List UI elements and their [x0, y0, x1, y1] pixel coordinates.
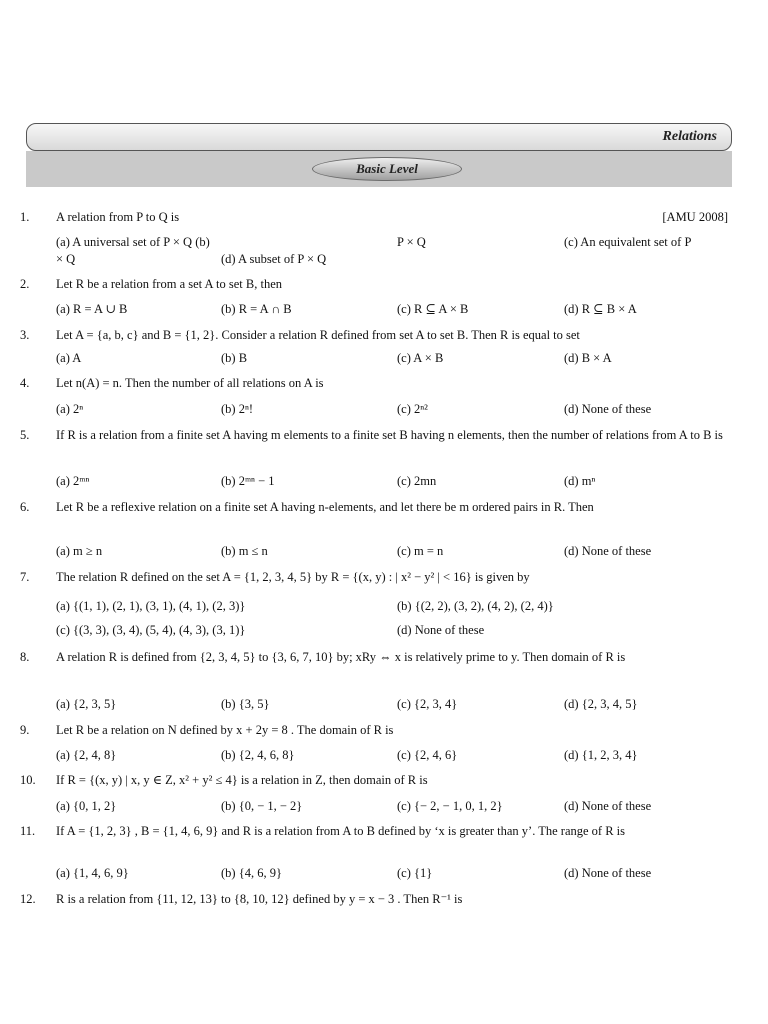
question-number: 8. [20, 650, 30, 664]
option-d: (d) None of these [397, 623, 485, 637]
question-number: 10. [20, 773, 36, 787]
question-number: 12. [20, 892, 36, 906]
option-a: (a) {2, 3, 5} [56, 697, 117, 711]
option-c: (c) 2mn [397, 474, 437, 488]
level-badge: Basic Level [312, 157, 462, 181]
question-number: 11. [20, 824, 36, 838]
exam-tag: [AMU 2008] [662, 210, 728, 224]
question-number: 5. [20, 428, 30, 442]
option-b: (b) B [221, 351, 248, 365]
chapter-title: Relations [662, 129, 717, 144]
option-b-value: P × Q [397, 235, 426, 249]
option-b: (b) 2ᵐⁿ − 1 [221, 474, 275, 488]
option-d: (d) B × A [564, 351, 612, 365]
option-d: (d) None of these [564, 799, 652, 813]
option-d: (d) None of these [564, 402, 652, 416]
option-a: (a) m ≥ n [56, 544, 103, 558]
option-a: (a) {(1, 1), (2, 1), (3, 1), (4, 1), (2, 3)} [56, 599, 246, 613]
option-b: (b) {2, 4, 6, 8} [221, 748, 295, 762]
question-text: R is a relation from {11, 12, 13} to {8, 10, 12} defined by y = x − 3 . Then R⁻¹ is [56, 892, 463, 906]
question-number: 1. [20, 210, 30, 224]
question-text: If A = {1, 2, 3} , B = {1, 4, 6, 9} and R is a relation from A to B defined by ‘x is greater than y’. The range of R is [56, 824, 626, 838]
chapter-header-bar [26, 123, 732, 151]
option-b: (b) {4, 6, 9} [221, 866, 282, 880]
question-text: Let R be a reflexive relation on a finite set A having n-elements, and let there be m ordered pairs in R. Then [56, 500, 594, 514]
option-d: (d) mⁿ [564, 474, 596, 488]
option-d: (d) None of these [564, 544, 652, 558]
option-a: (a) {0, 1, 2} [56, 799, 117, 813]
question-number: 9. [20, 723, 30, 737]
question-text: Let R be a relation from a set A to set B, then [56, 277, 282, 291]
option-c: (c) 2ⁿ² [397, 402, 428, 416]
option-c-cont: × Q [56, 252, 76, 266]
option-a: (a) 2ᵐⁿ [56, 474, 90, 488]
option-d: (d) {1, 2, 3, 4} [564, 748, 638, 762]
question-text: If R is a relation from a finite set A having m elements to a finite set B having n elements, then the number of relations from A to B is [56, 428, 723, 442]
option-b: (b) {3, 5} [221, 697, 270, 711]
option-d: (d) R ⊆ B × A [564, 302, 637, 316]
option-c: (c) R ⊆ A × B [397, 302, 469, 316]
option-c: (c) {2, 3, 4} [397, 697, 458, 711]
question-number: 2. [20, 277, 30, 291]
question-number: 7. [20, 570, 30, 584]
question-text: The relation R defined on the set A = {1, 2, 3, 4, 5} by R = {(x, y) : | x² − y² | < 16} is given by [56, 570, 530, 584]
option-b: (b) {0, − 1, − 2} [221, 799, 303, 813]
question-text: A relation R is defined from {2, 3, 4, 5} to {3, 6, 7, 10} by; xRy ⇔ x is relatively prime to y. Then domain of R is [56, 650, 626, 664]
option-c: (c) {(3, 3), (3, 4), (5, 4), (4, 3), (3, 1)} [56, 623, 246, 637]
question-number: 3. [20, 328, 30, 342]
option-a: (a) R = A ∪ B [56, 302, 128, 316]
option-c: (c) {2, 4, 6} [397, 748, 458, 762]
option-d: (d) {2, 3, 4, 5} [564, 697, 638, 711]
option-d: (d) A subset of P × Q [221, 252, 327, 266]
option-b: (b) {(2, 2), (3, 2), (4, 2), (2, 4)} [397, 599, 554, 613]
question-number: 6. [20, 500, 30, 514]
option-d: (d) None of these [564, 866, 652, 880]
question-text: Let R be a relation on N defined by x + 2y = 8 . The domain of R is [56, 723, 394, 737]
option-a: (a) A universal set of P × Q (b) [56, 235, 210, 249]
question-text: Let A = {a, b, c} and B = {1, 2}. Consider a relation R defined from set A to set B. Then R is equal to set [56, 328, 580, 342]
question-number: 4. [20, 376, 30, 390]
option-a: (a) {1, 4, 6, 9} [56, 866, 129, 880]
question-text: If R = {(x, y) | x, y ∈ Z, x² + y² ≤ 4} is a relation in Z, then domain of R is [56, 773, 428, 787]
option-b: (b) 2ⁿ! [221, 402, 254, 416]
option-a: (a) {2, 4, 8} [56, 748, 117, 762]
option-c: (c) A × B [397, 351, 444, 365]
level-band [26, 151, 732, 187]
option-b: (b) R = A ∩ B [221, 302, 292, 316]
question-text: Let n(A) = n. Then the number of all relations on A is [56, 376, 324, 390]
option-a: (a) 2ⁿ [56, 402, 84, 416]
question-text: A relation from P to Q is [56, 210, 180, 224]
option-c: (c) An equivalent set of P [564, 235, 692, 249]
option-c: (c) m = n [397, 544, 444, 558]
option-c: (c) {− 2, − 1, 0, 1, 2} [397, 799, 503, 813]
option-b: (b) m ≤ n [221, 544, 268, 558]
option-a: (a) A [56, 351, 82, 365]
option-c: (c) {1} [397, 866, 433, 880]
